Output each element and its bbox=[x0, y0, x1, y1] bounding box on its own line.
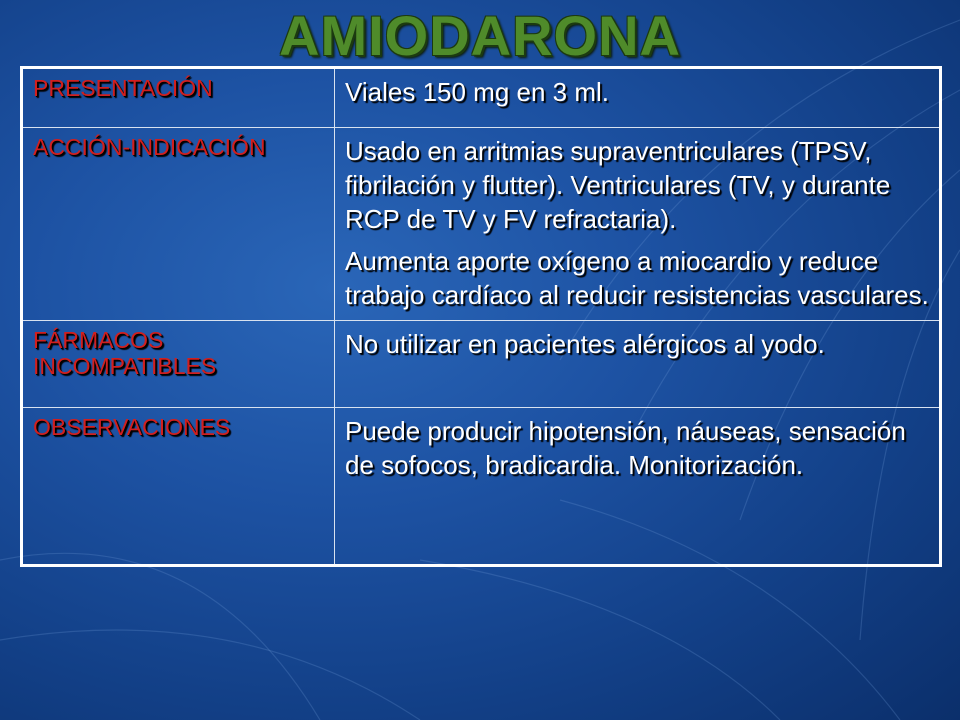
drug-info-table bbox=[20, 66, 942, 567]
value-paragraph: Puede producir hipotensión, náuseas, sensación de sofocos, bradicardia. Monitorización. bbox=[345, 416, 906, 480]
row-value-presentacion bbox=[335, 68, 941, 128]
slide-title: AMIODARONA bbox=[279, 4, 681, 67]
value-paragraph: No utilizar en pacientes alérgicos al yodo. bbox=[345, 329, 825, 359]
table-row-farmacos-incompatibles bbox=[22, 321, 941, 408]
row-label-farmacos-incompatibles: FÁRMACOS INCOMPATIBLES bbox=[22, 321, 335, 408]
table-row-observaciones bbox=[22, 408, 941, 566]
row-value-accion-indicacion bbox=[335, 128, 941, 321]
row-label-presentacion: PRESENTACIÓN bbox=[22, 68, 335, 128]
value-paragraph: Viales 150 mg en 3 ml. bbox=[345, 77, 609, 107]
value-paragraph: Usado en arritmias supraventriculares (TPSV, fibrilación y flutter). Ventriculares (TV, y durante RCP de TV y FV refractaria). bbox=[345, 136, 891, 234]
row-value-farmacos-incompatibles bbox=[335, 321, 941, 408]
row-value-observaciones bbox=[335, 408, 941, 566]
table-row-presentacion bbox=[22, 68, 941, 128]
row-label-accion-indicacion: ACCIÓN-INDICACIÓN bbox=[22, 128, 335, 321]
table-row-accion-indicacion bbox=[22, 128, 941, 321]
row-label-observaciones: OBSERVACIONES bbox=[22, 408, 335, 566]
value-paragraph: Aumenta aporte oxígeno a miocardio y reduce trabajo cardíaco al reducir resistencias vasculares. bbox=[345, 246, 929, 310]
